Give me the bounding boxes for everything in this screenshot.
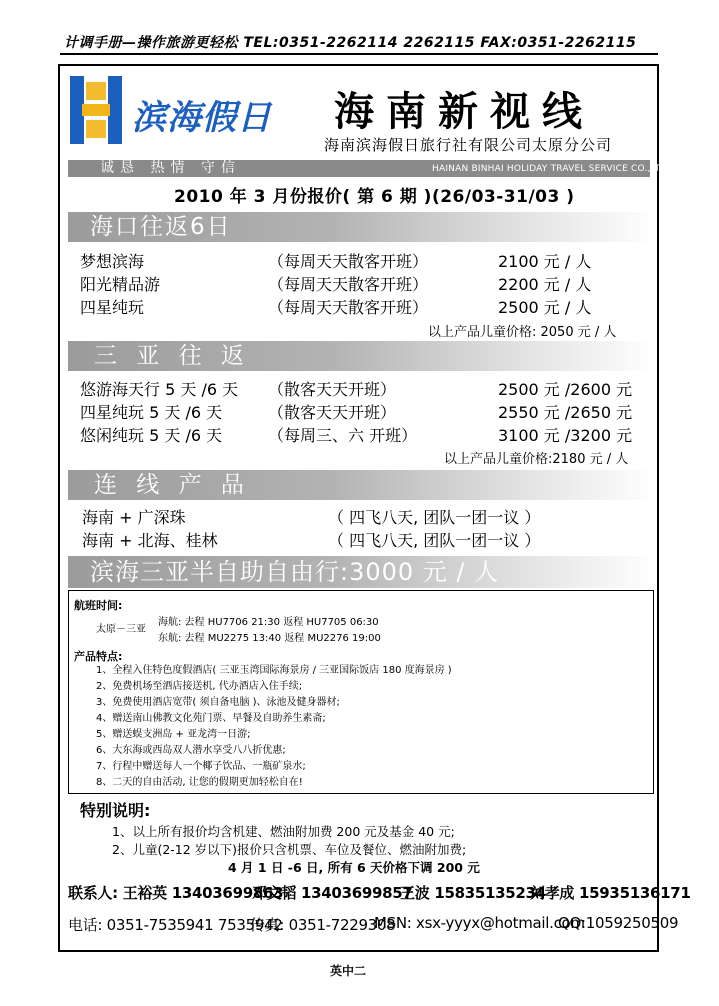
product-schedule: （ 四飞八天, 团队一团一议 ） xyxy=(328,531,541,550)
product-price: 2500 元 / 人 xyxy=(498,298,592,317)
feature-item: 8、二天的自由活动, 让您的假期更加轻松自在! xyxy=(96,777,303,788)
slogan: 诚恳 热情 守信 xyxy=(100,160,241,176)
product-schedule: （每周天天散客开班） xyxy=(268,252,429,271)
flight-route: 太原－三亚 xyxy=(96,624,146,635)
feature-item: 5、赠送蜈支洲岛 + 亚龙湾一日游; xyxy=(96,729,251,740)
special-notes-title: 特别说明: xyxy=(80,801,151,820)
product-schedule: （每周天天散客开班） xyxy=(268,298,429,317)
contact-person: 王波 15835135234 xyxy=(400,884,546,902)
child-price-note: 以上产品儿童价格: 2050 元 / 人 xyxy=(428,325,617,340)
product-schedule: （散客天天开班） xyxy=(268,380,397,399)
product-name: 海南 + 北海、桂林 xyxy=(82,531,218,550)
product-schedule: （散客天天开班） xyxy=(268,403,397,422)
contact-fax: 传真: 0351-7229308 xyxy=(250,916,396,934)
product-schedule: （每周三、六 开班） xyxy=(268,426,418,445)
special-note: 2、儿童(2-12 岁以下)报价只含机票、车位及餐位、燃油附加费; xyxy=(112,842,467,857)
flights-label: 航班时间: xyxy=(74,599,123,612)
contact-qq: QQ:1059250509 xyxy=(558,914,679,932)
special-note-highlight: 4 月 1 日 -6 日, 所有 6 天价格下调 200 元 xyxy=(228,860,480,875)
product-name: 四星纯玩 5 天 /6 天 xyxy=(80,403,223,422)
feature-item: 4、赠送南山佛教文化苑门票、早餐及自助养生素斋; xyxy=(96,713,326,724)
product-name: 阳光精品游 xyxy=(80,275,161,294)
header-rule xyxy=(60,53,658,55)
page-footer: 英中二 xyxy=(330,964,367,978)
feature-item: 2、免费机场至酒店接送机, 代办酒店入住手续; xyxy=(96,681,303,692)
product-name: 海南 + 广深珠 xyxy=(82,508,186,527)
contact-msn: MSN: xsx-yyyx@hotmail.com xyxy=(374,914,585,932)
product-price: 3100 元 /3200 元 xyxy=(498,426,633,445)
product-price: 2500 元 /2600 元 xyxy=(498,380,633,399)
features-label: 产品特点: xyxy=(74,650,123,663)
product-price: 2100 元 / 人 xyxy=(498,252,592,271)
product-name: 四星纯玩 xyxy=(80,298,145,317)
special-note: 1、以上所有报价均含机建、燃油附加费 200 元及基金 40 元; xyxy=(112,824,455,839)
feature-item: 6、大东海或西岛双人潜水享受八八折优惠; xyxy=(96,745,286,756)
brand-title: 海南新视线 xyxy=(334,89,594,135)
contact-person: 邓文韬 13403699857 xyxy=(252,884,413,902)
flight-line: 东航: 去程 MU2275 13:40 返程 MU2276 19:00 xyxy=(158,633,381,644)
logo-h-icon xyxy=(68,74,128,146)
price-period-title: 2010 年 3 月份报价( 第 6 期 )(26/03-31/03 ) xyxy=(174,187,575,207)
brand-subtitle: 海南滨海假日旅行社有限公司太原分公司 xyxy=(324,136,613,154)
section-title-haikou: 海口往返6日 xyxy=(90,214,232,240)
product-schedule: （ 四飞八天, 团队一团一议 ） xyxy=(328,508,541,527)
flight-line: 海航: 去程 HU7706 21:30 返程 HU7705 06:30 xyxy=(158,617,379,628)
feature-item: 7、行程中赠送每人一个椰子饮品、一瓶矿泉水; xyxy=(96,761,306,772)
contact-person: 刘孝成 15935136171 xyxy=(530,884,691,902)
contact-person: 联系人: 王裕英 13403699863 xyxy=(68,884,284,902)
section-title-free-trip: 滨海三亚半自助自由行:3000 元 / 人 xyxy=(90,558,500,586)
product-name: 梦想滨海 xyxy=(80,252,145,271)
header-contact-line: 计调手册—操作旅游更轻松 TEL:0351-2262114 2262115 FAX:0351-2262115 xyxy=(64,35,637,51)
section-title-combo: 连 线 产 品 xyxy=(94,472,250,498)
product-name: 悠游海天行 5 天 /6 天 xyxy=(80,380,239,399)
child-price-note: 以上产品儿童价格:2180 元 / 人 xyxy=(444,452,629,467)
product-name: 悠闲纯玩 5 天 /6 天 xyxy=(80,426,223,445)
section-title-sanya: 三 亚 往 返 xyxy=(94,343,250,369)
logo-text: 滨海假日 xyxy=(132,98,272,138)
feature-item: 1、全程入住特色度假酒店( 三亚玉湾国际海景房 / 三亚国际饭店 180 度海景房 ) xyxy=(96,665,452,676)
product-price: 2550 元 /2650 元 xyxy=(498,403,633,422)
product-schedule: （每周天天散客开班） xyxy=(268,275,429,294)
english-company-name: HAINAN BINHAI HOLIDAY TRAVEL SERVICE CO.,LTD xyxy=(432,164,668,174)
feature-item: 3、免费使用酒店宽带( 须自备电脑 )、泳池及健身器材; xyxy=(96,697,340,708)
contact-phone: 电话: 0351-7535941 7535942 xyxy=(68,916,283,934)
product-price: 2200 元 / 人 xyxy=(498,275,592,294)
